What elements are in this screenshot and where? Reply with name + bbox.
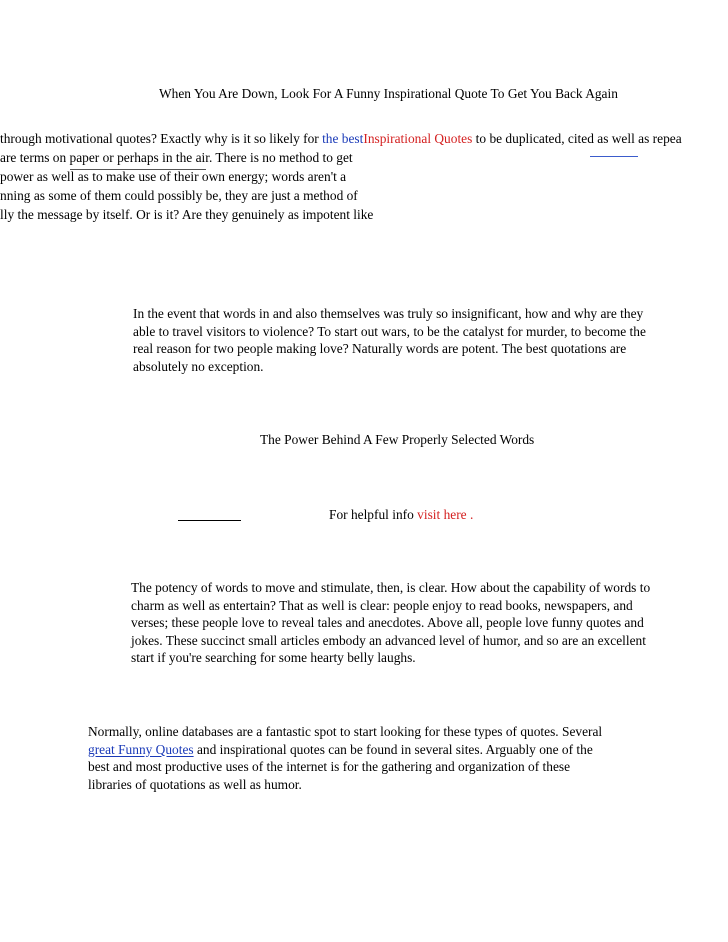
paragraph-line: libraries of quotations as well as humor. <box>88 776 302 792</box>
helpful-info-line <box>329 506 473 524</box>
paragraph-line: Normally, online databases are a fantastic spot to start looking for these types of quotes. Several <box>88 724 603 739</box>
intro-line-5: lly the message by itself. Or is it? Are they genuinely as impotent like <box>0 207 374 222</box>
visit-here-link[interactable]: visit here . <box>417 507 474 522</box>
paragraph-line: absolutely no exception. <box>133 358 264 374</box>
page-title: When You Are Down, Look For A Funny Inspirational Quote To Get You Back Again <box>159 86 618 101</box>
intro-text: through motivational quotes? Exactly why is it so likely for <box>0 131 323 146</box>
paragraph-potency <box>131 579 650 667</box>
paragraph-line: In the event that words in and also themselves was truly so insignificant, how and why are they <box>133 306 644 321</box>
great-funny-quotes-link[interactable]: great Funny Quotes <box>88 741 194 757</box>
intro-line-3: power as well as to make use of their own energy; words aren't a <box>0 169 347 184</box>
paragraph-line <box>88 741 602 759</box>
section-heading: The Power Behind A Few Properly Selected Words <box>260 432 535 447</box>
paragraph-databases <box>88 723 602 793</box>
paragraph-line: real reason for two people making love? Naturally words are potent. The best quotations are <box>133 341 627 356</box>
intro-line-2: are terms on paper or perhaps in the air. There is no method to get <box>0 150 353 165</box>
inspirational-quotes-link[interactable]: Inspirational Quotes <box>363 131 473 146</box>
intro-text: to be duplicated, cited as well as repea <box>472 131 682 146</box>
intro-line-1 <box>0 130 728 148</box>
paragraph-text: and inspirational quotes can be found in several sites. Arguably one of the <box>193 741 593 757</box>
helpful-info-label: For helpful info <box>329 507 418 522</box>
paragraph-line: best and most productive uses of the internet is for the gathering and organization of these <box>88 759 571 774</box>
paragraph-violence <box>133 305 646 375</box>
intro-line-4: nning as some of them could possibly be, they are just a method of <box>0 188 358 203</box>
blank-line <box>178 520 241 521</box>
paragraph-line: verses; these people love to reveal tales and anecdotes. Above all, people love funny quotes and <box>131 615 644 630</box>
paragraph-line: start if you're searching for some hearty belly laughs. <box>131 650 416 665</box>
paragraph-line: jokes. These succinct small articles embody an advanced level of humor, and so are an excellent <box>131 632 646 648</box>
paragraph-line: charm as well as entertain? That as well is clear: people enjoy to read books, newspapers, and <box>131 597 633 613</box>
paragraph-line: able to travel visitors to violence? To start out wars, to be the catalyst for murder, to become the <box>133 323 646 339</box>
paragraph-line: The potency of words to move and stimulate, then, is clear. How about the capability of words to <box>131 580 651 595</box>
the-best-link[interactable]: the best <box>322 131 364 146</box>
